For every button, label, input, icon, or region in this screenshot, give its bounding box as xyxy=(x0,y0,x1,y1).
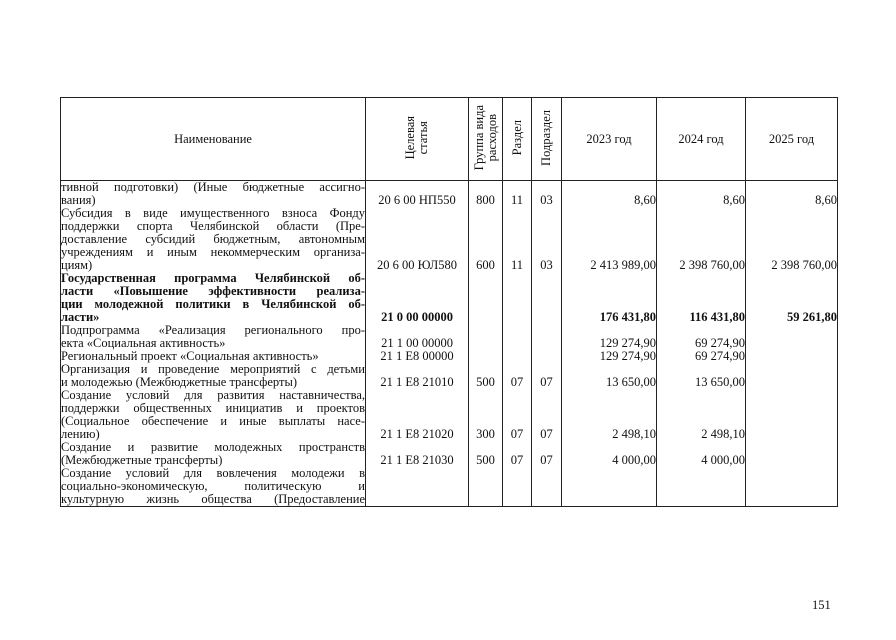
row-name-line: культурную жизнь общества (Предоставление xyxy=(61,492,365,506)
row-name-line: (Межбюджетные трансферты) xyxy=(61,453,223,467)
header-subsection: Подраздел xyxy=(532,98,562,181)
row-name-line: лению) xyxy=(61,427,100,441)
budget-table xyxy=(60,97,838,507)
row-expense-group: 600 xyxy=(469,207,503,272)
row-section: 11 xyxy=(503,181,532,208)
row-subsection xyxy=(532,324,562,350)
row-name-line: (Социальное обеспечение и иные выплаты насе- xyxy=(61,414,365,428)
row-name xyxy=(61,181,366,208)
row-name-line: ласти» xyxy=(61,310,100,324)
row-expense-group xyxy=(469,467,503,507)
row-value-2025 xyxy=(746,324,838,350)
row-subsection: 07 xyxy=(532,363,562,389)
row-section: 07 xyxy=(503,389,532,441)
row-name-line: Организация и проведение мероприятий с детьми xyxy=(61,362,365,376)
table-row xyxy=(61,181,838,208)
row-value-2024: 69 274,90 xyxy=(657,350,746,363)
table-header-row xyxy=(61,98,838,181)
row-value-2025 xyxy=(746,467,838,507)
row-name-line: ции молодежной политики в Челябинской об- xyxy=(61,297,365,311)
row-section xyxy=(503,324,532,350)
row-name-line: Региональный проект «Социальная активность» xyxy=(61,349,319,363)
row-name-line: поддержки спорта Челябинской области (Пре- xyxy=(61,219,365,233)
row-section xyxy=(503,350,532,363)
row-subsection: 07 xyxy=(532,389,562,441)
row-value-2025: 59 261,80 xyxy=(746,272,838,324)
row-target-article: 21 1 Е8 21020 xyxy=(366,389,469,441)
header-year-2025: 2025 год xyxy=(746,98,838,181)
row-name-line: доставление субсидий бюджетным, автономным xyxy=(61,232,365,246)
table-row xyxy=(61,363,838,389)
row-expense-group: 300 xyxy=(469,389,503,441)
row-value-2023: 176 431,80 xyxy=(562,272,657,324)
header-name: Наименование xyxy=(61,98,366,181)
row-name-line: Подпрограмма «Реализация регионального про- xyxy=(61,323,365,337)
table-row xyxy=(61,467,838,507)
row-subsection: 07 xyxy=(532,441,562,467)
table-row xyxy=(61,207,838,272)
row-name-line: циям) xyxy=(61,258,93,272)
row-subsection: 03 xyxy=(532,207,562,272)
row-section xyxy=(503,272,532,324)
row-name-line: Создание условий для развития наставничества, xyxy=(61,388,365,402)
row-value-2024: 2 398 760,00 xyxy=(657,207,746,272)
row-value-2024 xyxy=(657,467,746,507)
row-name-line: поддержки общественных инициатив и проектов xyxy=(61,401,365,415)
row-target-article: 20 6 00 ЮЛ580 xyxy=(366,207,469,272)
table-row xyxy=(61,389,838,441)
row-name xyxy=(61,363,366,389)
row-expense-group xyxy=(469,350,503,363)
row-target-article xyxy=(366,467,469,507)
row-value-2025: 8,60 xyxy=(746,181,838,208)
row-value-2023: 4 000,00 xyxy=(562,441,657,467)
row-name-line: Создание и развитие молодежных пространств xyxy=(61,440,365,454)
row-value-2023: 2 413 989,00 xyxy=(562,207,657,272)
row-value-2025 xyxy=(746,389,838,441)
table-row xyxy=(61,441,838,467)
row-value-2024: 69 274,90 xyxy=(657,324,746,350)
row-expense-group: 800 xyxy=(469,181,503,208)
row-target-article: 21 1 Е8 21030 xyxy=(366,441,469,467)
row-name xyxy=(61,272,366,324)
row-value-2025 xyxy=(746,350,838,363)
table-body xyxy=(61,181,838,507)
row-target-article: 21 1 00 00000 xyxy=(366,324,469,350)
row-section: 07 xyxy=(503,363,532,389)
row-value-2024: 4 000,00 xyxy=(657,441,746,467)
row-name-line: и молодежью (Межбюджетные трансферты) xyxy=(61,375,298,389)
row-value-2024: 13 650,00 xyxy=(657,363,746,389)
row-value-2023: 129 274,90 xyxy=(562,324,657,350)
row-value-2023: 8,60 xyxy=(562,181,657,208)
row-section: 07 xyxy=(503,441,532,467)
row-value-2024: 116 431,80 xyxy=(657,272,746,324)
row-section xyxy=(503,467,532,507)
row-name xyxy=(61,389,366,441)
row-name-line: Создание условий для вовлечения молодежи в xyxy=(61,466,365,480)
row-value-2023: 2 498,10 xyxy=(562,389,657,441)
header-section: Раздел xyxy=(503,98,532,181)
row-name-line: социально-экономическую, политическую и xyxy=(61,479,365,493)
row-value-2025 xyxy=(746,441,838,467)
row-subsection: 03 xyxy=(532,181,562,208)
row-target-article: 21 1 Е8 00000 xyxy=(366,350,469,363)
row-target-article: 21 0 00 00000 xyxy=(366,272,469,324)
header-year-2023: 2023 год xyxy=(562,98,657,181)
table-row xyxy=(61,272,838,324)
row-name xyxy=(61,441,366,467)
row-name-line: Субсидия в виде имущественного взноса Фонду xyxy=(61,206,365,220)
row-name xyxy=(61,467,366,507)
row-value-2024: 2 498,10 xyxy=(657,389,746,441)
row-name-line: екта «Социальная активность» xyxy=(61,336,226,350)
row-name xyxy=(61,324,366,350)
row-expense-group xyxy=(469,272,503,324)
row-expense-group: 500 xyxy=(469,363,503,389)
header-target-article: Целевая статья xyxy=(366,98,469,181)
row-section: 11 xyxy=(503,207,532,272)
row-subsection xyxy=(532,350,562,363)
row-name xyxy=(61,207,366,272)
row-name-line: учреждениям и иным некоммерческим организа- xyxy=(61,245,365,259)
row-subsection xyxy=(532,467,562,507)
table-row xyxy=(61,324,838,350)
row-target-article: 21 1 Е8 21010 xyxy=(366,363,469,389)
row-name-line: вания) xyxy=(61,193,96,207)
row-expense-group: 500 xyxy=(469,441,503,467)
row-value-2023 xyxy=(562,467,657,507)
row-value-2023: 13 650,00 xyxy=(562,363,657,389)
row-expense-group xyxy=(469,324,503,350)
row-name-line: ласти «Повышение эффективности реализа- xyxy=(61,284,365,298)
header-year-2024: 2024 год xyxy=(657,98,746,181)
row-target-article: 20 6 00 НП550 xyxy=(366,181,469,208)
row-value-2024: 8,60 xyxy=(657,181,746,208)
row-subsection xyxy=(532,272,562,324)
page-number: 151 xyxy=(812,598,831,612)
row-value-2025: 2 398 760,00 xyxy=(746,207,838,272)
row-name-line: Государственная программа Челябинской об- xyxy=(61,271,365,285)
row-value-2023: 129 274,90 xyxy=(562,350,657,363)
row-value-2025 xyxy=(746,363,838,389)
row-name-line: тивной подготовки) (Иные бюджетные ассигно- xyxy=(61,180,365,194)
header-expense-group: Группа вида расходов xyxy=(469,98,503,181)
